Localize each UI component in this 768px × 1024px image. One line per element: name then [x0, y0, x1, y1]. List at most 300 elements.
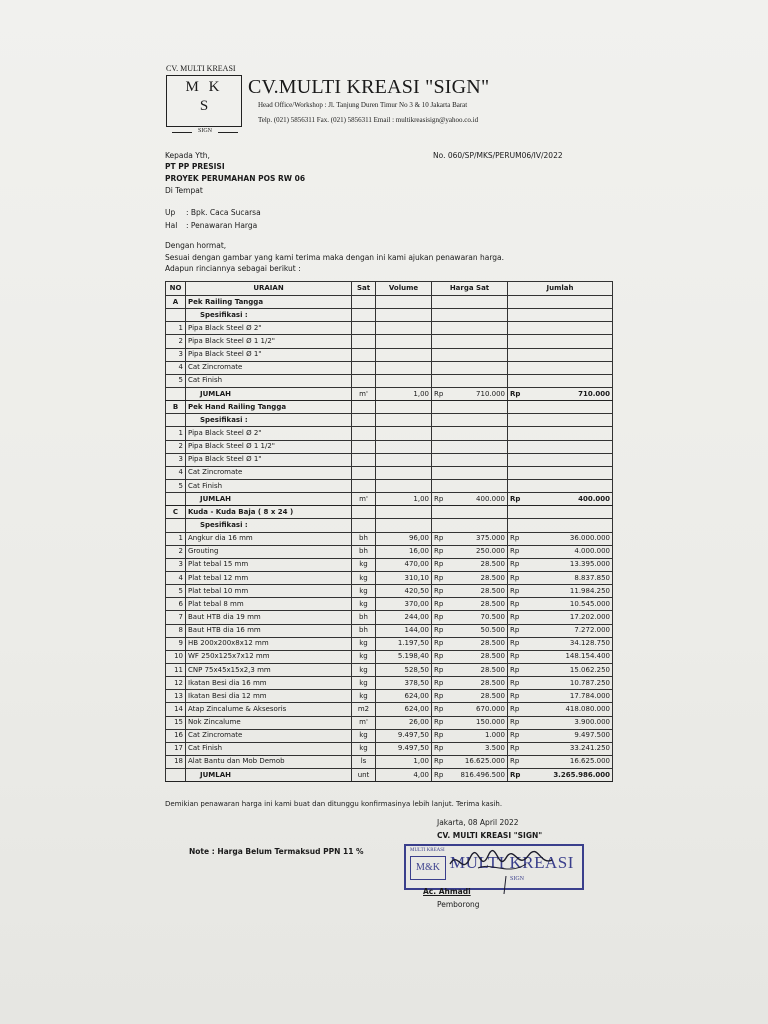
cell-jumlah — [508, 335, 613, 348]
header-sat: Sat — [352, 282, 376, 296]
cell-jumlah — [508, 296, 613, 309]
cell-volume: 4,00 — [376, 769, 432, 782]
price-value: 816.496.500 — [460, 770, 505, 779]
price-value: 70.500 — [480, 612, 505, 621]
cell-harga-sat — [432, 493, 508, 506]
cell-no: 2 — [166, 545, 186, 558]
cell-sat — [352, 414, 376, 427]
cell-uraian: Angkur dia 16 mm — [186, 532, 352, 545]
cell-jumlah — [508, 571, 613, 584]
currency-label: Rp — [434, 757, 444, 766]
amount-value: 17.202.000 — [569, 612, 610, 621]
table-row — [166, 335, 613, 348]
cell-uraian: Plat tebal 12 mm — [186, 571, 352, 584]
cell-no — [166, 769, 186, 782]
cell-jumlah — [508, 755, 613, 768]
cell-harga-sat — [432, 611, 508, 624]
cell-uraian: Ikatan Besi dia 12 mm — [186, 690, 352, 703]
cell-jumlah — [508, 650, 613, 663]
cell-uraian: Pipa Black Steel Ø 1 1/2" — [186, 440, 352, 453]
cell-volume: 624,00 — [376, 703, 432, 716]
cell-sat: kg — [352, 598, 376, 611]
cell-volume — [376, 296, 432, 309]
cell-harga-sat — [432, 519, 508, 532]
cell-harga-sat — [432, 545, 508, 558]
table-row — [166, 703, 613, 716]
cell-no — [166, 519, 186, 532]
amount-value: 15.062.250 — [569, 665, 610, 674]
table-row — [166, 361, 613, 374]
table-row — [166, 427, 613, 440]
stamp-name: MULTI KREASI — [450, 853, 574, 872]
cell-harga-sat — [432, 506, 508, 519]
cell-uraian: Cat Finish — [186, 742, 352, 755]
table-row — [166, 650, 613, 663]
cell-no: 16 — [166, 729, 186, 742]
cell-no: 11 — [166, 663, 186, 676]
cell-jumlah — [508, 742, 613, 755]
amount-value: 8.837.850 — [574, 573, 610, 582]
table-row — [166, 440, 613, 453]
stamp-small-text: MULTI KREASI — [410, 848, 445, 853]
cell-no: 4 — [166, 466, 186, 479]
cell-no: B — [166, 401, 186, 414]
currency-label: Rp — [510, 389, 521, 398]
currency-label: Rp — [510, 494, 521, 503]
cell-no: 2 — [166, 440, 186, 453]
cell-uraian: Pipa Black Steel Ø 1" — [186, 453, 352, 466]
cell-jumlah — [508, 401, 613, 414]
price-value: 1.000 — [484, 731, 505, 740]
cell-uraian: Atap Zincalume & Aksesoris — [186, 703, 352, 716]
currency-label: Rp — [510, 547, 520, 556]
cell-harga-sat — [432, 532, 508, 545]
currency-label: Rp — [434, 534, 444, 543]
cell-jumlah — [508, 506, 613, 519]
currency-label: Rp — [434, 389, 444, 398]
table-row — [166, 716, 613, 729]
currency-label: Rp — [434, 770, 444, 779]
table-row — [166, 519, 613, 532]
table-row — [166, 322, 613, 335]
cell-volume: 1.197,50 — [376, 637, 432, 650]
table-row — [166, 663, 613, 676]
amount-value: 16.625.000 — [569, 757, 610, 766]
table-row — [166, 742, 613, 755]
amount-value: 9.497.500 — [574, 731, 610, 740]
cell-harga-sat — [432, 479, 508, 492]
cell-no — [166, 387, 186, 400]
cell-no: 2 — [166, 335, 186, 348]
cell-sat: kg — [352, 677, 376, 690]
total-row — [166, 769, 613, 782]
cell-no: 4 — [166, 571, 186, 584]
cell-no — [166, 414, 186, 427]
cell-uraian: JUMLAH — [186, 387, 352, 400]
quotation-table — [165, 281, 613, 782]
cell-harga-sat — [432, 677, 508, 690]
currency-label: Rp — [434, 573, 444, 582]
cell-jumlah — [508, 414, 613, 427]
cell-no: 5 — [166, 374, 186, 387]
stamp-sign: SIGN — [510, 876, 525, 882]
cell-uraian: Spesifikasi : — [186, 519, 352, 532]
table-row — [166, 677, 613, 690]
header-no: NO — [166, 282, 186, 296]
table-row — [166, 558, 613, 571]
cell-uraian: Pipa Black Steel Ø 2" — [186, 322, 352, 335]
cell-harga-sat — [432, 585, 508, 598]
cell-uraian: JUMLAH — [186, 769, 352, 782]
cell-harga-sat — [432, 374, 508, 387]
table-row — [166, 309, 613, 322]
cell-uraian: HB 200x200x8x12 mm — [186, 637, 352, 650]
cell-sat: bh — [352, 545, 376, 558]
letterhead-small-name: CV. MULTI KREASI — [166, 64, 236, 73]
amount-value: 4.000.000 — [574, 547, 610, 556]
cell-harga-sat — [432, 309, 508, 322]
cell-jumlah — [508, 427, 613, 440]
currency-label: Rp — [434, 626, 444, 635]
cell-sat: kg — [352, 663, 376, 676]
cell-uraian: Plat tebal 15 mm — [186, 558, 352, 571]
cell-sat — [352, 479, 376, 492]
cell-harga-sat — [432, 650, 508, 663]
currency-label: Rp — [510, 704, 520, 713]
cell-volume: 26,00 — [376, 716, 432, 729]
cell-jumlah — [508, 637, 613, 650]
cell-volume: 624,00 — [376, 690, 432, 703]
cell-harga-sat — [432, 729, 508, 742]
cell-harga-sat — [432, 401, 508, 414]
currency-label: Rp — [434, 744, 444, 753]
cell-no: 17 — [166, 742, 186, 755]
cell-uraian: Pek Hand Railing Tangga — [186, 401, 352, 414]
kepada-label: Kepada Yth, — [165, 151, 210, 160]
cell-volume — [376, 466, 432, 479]
cell-volume: 16,00 — [376, 545, 432, 558]
price-value: 28.500 — [480, 665, 505, 674]
cell-volume — [376, 519, 432, 532]
currency-label: Rp — [434, 678, 444, 687]
table-row — [166, 414, 613, 427]
cell-volume: 1,00 — [376, 493, 432, 506]
cell-uraian: Pipa Black Steel Ø 1" — [186, 348, 352, 361]
cell-harga-sat — [432, 716, 508, 729]
cell-jumlah — [508, 493, 613, 506]
cell-harga-sat — [432, 453, 508, 466]
cell-no: 7 — [166, 611, 186, 624]
currency-label: Rp — [510, 691, 520, 700]
amount-value: 10.787.250 — [569, 678, 610, 687]
price-value: 28.500 — [480, 678, 505, 687]
cell-jumlah — [508, 348, 613, 361]
cell-jumlah — [508, 769, 613, 782]
currency-label: Rp — [434, 731, 444, 740]
cell-no: 8 — [166, 624, 186, 637]
cell-no: 4 — [166, 361, 186, 374]
amount-value: 13.395.000 — [569, 560, 610, 569]
logo-sign-text: SIGN — [170, 128, 240, 134]
cell-jumlah — [508, 598, 613, 611]
price-value: 3.500 — [484, 744, 505, 753]
cell-uraian: Cat Finish — [186, 374, 352, 387]
amount-value: 7.272.000 — [574, 626, 610, 635]
cell-harga-sat — [432, 690, 508, 703]
cell-sat: bh — [352, 624, 376, 637]
cell-no: 15 — [166, 716, 186, 729]
currency-label: Rp — [510, 560, 520, 569]
currency-label: Rp — [510, 770, 521, 779]
amount-value: 11.984.250 — [569, 586, 610, 595]
greeting: Dengan hormat, — [165, 241, 227, 250]
price-value: 28.500 — [480, 599, 505, 608]
stamp-logo: M&K — [410, 856, 446, 880]
cell-sat: m' — [352, 387, 376, 400]
cell-volume: 1,00 — [376, 387, 432, 400]
price-value: 50.500 — [480, 626, 505, 635]
table-row — [166, 532, 613, 545]
cell-no: 13 — [166, 690, 186, 703]
amount-value: 34.128.750 — [569, 639, 610, 648]
cell-volume — [376, 309, 432, 322]
cell-sat: kg — [352, 729, 376, 742]
section-row — [166, 506, 613, 519]
cell-sat: kg — [352, 650, 376, 663]
price-value: 28.500 — [480, 586, 505, 595]
cell-sat — [352, 453, 376, 466]
cell-jumlah — [508, 663, 613, 676]
cell-sat: kg — [352, 585, 376, 598]
cell-jumlah — [508, 703, 613, 716]
table-row — [166, 466, 613, 479]
table-row — [166, 729, 613, 742]
currency-label: Rp — [510, 744, 520, 753]
price-value: 28.500 — [480, 691, 505, 700]
currency-label: Rp — [510, 678, 520, 687]
cell-sat: bh — [352, 611, 376, 624]
cell-no — [166, 493, 186, 506]
price-value: 16.625.000 — [464, 757, 505, 766]
cell-volume: 1,00 — [376, 755, 432, 768]
cell-uraian: Cat Zincromate — [186, 361, 352, 374]
table-row — [166, 571, 613, 584]
price-value: 375.000 — [476, 534, 505, 543]
cell-uraian: Pipa Black Steel Ø 2" — [186, 427, 352, 440]
total-row — [166, 387, 613, 400]
cell-jumlah — [508, 545, 613, 558]
signer-name: Ac. Ahmadi — [423, 887, 471, 896]
currency-label: Rp — [510, 665, 520, 674]
cell-sat — [352, 348, 376, 361]
header-volume: Volume — [376, 282, 432, 296]
cell-harga-sat — [432, 624, 508, 637]
contact-info: Telp. (021) 5856311 Fax. (021) 5856311 Email : multikreasisign@yahoo.co.id — [258, 116, 479, 124]
cell-sat — [352, 374, 376, 387]
cell-sat: m' — [352, 716, 376, 729]
cell-harga-sat — [432, 769, 508, 782]
cell-harga-sat — [432, 414, 508, 427]
cell-no: C — [166, 506, 186, 519]
table-row — [166, 585, 613, 598]
currency-label: Rp — [510, 731, 520, 740]
total-row — [166, 493, 613, 506]
cell-uraian: Plat tebal 10 mm — [186, 585, 352, 598]
amount-value: 400.000 — [578, 494, 610, 503]
section-row — [166, 296, 613, 309]
cell-uraian: Grouting — [186, 545, 352, 558]
cell-uraian: Ikatan Besi dia 16 mm — [186, 677, 352, 690]
cell-no: 14 — [166, 703, 186, 716]
cell-jumlah — [508, 479, 613, 492]
cell-harga-sat — [432, 296, 508, 309]
cell-jumlah — [508, 677, 613, 690]
currency-label: Rp — [510, 626, 520, 635]
cell-jumlah — [508, 453, 613, 466]
cell-harga-sat — [432, 558, 508, 571]
currency-label: Rp — [510, 757, 520, 766]
cell-uraian: Pipa Black Steel Ø 1 1/2" — [186, 335, 352, 348]
cell-harga-sat — [432, 571, 508, 584]
cell-volume: 378,50 — [376, 677, 432, 690]
section-row — [166, 401, 613, 414]
cell-harga-sat — [432, 361, 508, 374]
cell-uraian: Cat Finish — [186, 479, 352, 492]
cell-sat — [352, 506, 376, 519]
cell-sat — [352, 519, 376, 532]
cell-volume: 244,00 — [376, 611, 432, 624]
cell-jumlah — [508, 374, 613, 387]
cell-volume: 470,00 — [376, 558, 432, 571]
cell-sat: kg — [352, 690, 376, 703]
cell-no: A — [166, 296, 186, 309]
cell-sat: kg — [352, 742, 376, 755]
cell-uraian: Cat Zincromate — [186, 729, 352, 742]
currency-label: Rp — [434, 652, 444, 661]
cell-harga-sat — [432, 322, 508, 335]
cell-volume: 96,00 — [376, 532, 432, 545]
cell-sat: kg — [352, 571, 376, 584]
cell-volume: 5.198,40 — [376, 650, 432, 663]
price-value: 400.000 — [476, 494, 505, 503]
price-value: 150.000 — [476, 718, 505, 727]
amount-value: 17.784.000 — [569, 691, 610, 700]
currency-label: Rp — [434, 586, 444, 595]
table-row — [166, 690, 613, 703]
cell-jumlah — [508, 361, 613, 374]
intro-line-2: Adapun rinciannya sebagai berikut : — [165, 264, 301, 273]
price-value: 28.500 — [480, 639, 505, 648]
amount-value: 10.545.000 — [569, 599, 610, 608]
amount-value: 148.154.400 — [565, 652, 610, 661]
hal-value: : Penawaran Harga — [186, 221, 258, 230]
cell-volume: 9.497,50 — [376, 742, 432, 755]
cell-jumlah — [508, 309, 613, 322]
currency-label: Rp — [434, 612, 444, 621]
currency-label: Rp — [434, 718, 444, 727]
table-row — [166, 637, 613, 650]
cell-uraian: Nok Zincalume — [186, 716, 352, 729]
header-jumlah: Jumlah — [508, 282, 613, 296]
currency-label: Rp — [510, 586, 520, 595]
currency-label: Rp — [510, 534, 520, 543]
cell-volume — [376, 506, 432, 519]
cell-harga-sat — [432, 703, 508, 716]
cell-sat — [352, 401, 376, 414]
header-uraian: URAIAN — [186, 282, 352, 296]
cell-harga-sat — [432, 427, 508, 440]
cell-volume — [376, 479, 432, 492]
letter-number: No. 060/SP/MKS/PERUM06/IV/2022 — [433, 151, 563, 160]
place-date: Jakarta, 08 April 2022 — [437, 818, 519, 827]
cell-sat: m2 — [352, 703, 376, 716]
logo-line-1: M K — [185, 79, 223, 95]
cell-uraian: Baut HTB dia 16 mm — [186, 624, 352, 637]
cell-uraian: WF 250x125x7x12 mm — [186, 650, 352, 663]
cell-uraian: Spesifikasi : — [186, 309, 352, 322]
cell-uraian: Baut HTB dia 19 mm — [186, 611, 352, 624]
cell-sat — [352, 440, 376, 453]
recipient-company: PT PP PRESISI — [165, 162, 225, 171]
up-label: Up — [165, 208, 176, 217]
recipient-project: PROYEK PERUMAHAN POS RW 06 — [165, 174, 306, 183]
cell-jumlah — [508, 322, 613, 335]
currency-label: Rp — [510, 612, 520, 621]
cell-sat — [352, 466, 376, 479]
cell-volume — [376, 361, 432, 374]
cell-sat — [352, 335, 376, 348]
table-row — [166, 374, 613, 387]
cell-sat — [352, 309, 376, 322]
cell-no: 3 — [166, 453, 186, 466]
cell-uraian: JUMLAH — [186, 493, 352, 506]
currency-label: Rp — [434, 704, 444, 713]
cell-jumlah — [508, 532, 613, 545]
cell-sat: kg — [352, 558, 376, 571]
currency-label: Rp — [510, 639, 520, 648]
cell-uraian: Spesifikasi : — [186, 414, 352, 427]
cell-uraian: Kuda - Kuda Baja ( 8 x 24 ) — [186, 506, 352, 519]
currency-label: Rp — [510, 718, 520, 727]
cell-jumlah — [508, 729, 613, 742]
cell-jumlah — [508, 387, 613, 400]
cell-sat: kg — [352, 637, 376, 650]
cell-no: 1 — [166, 322, 186, 335]
cell-volume — [376, 348, 432, 361]
cell-jumlah — [508, 440, 613, 453]
head-office-address: Head Office/Workshop : Jl. Tanjung Duren Timur No 3 & 10 Jakarta Barat — [258, 101, 468, 109]
company-name: CV.MULTI KREASI "SIGN" — [248, 76, 490, 98]
cell-no: 1 — [166, 532, 186, 545]
cell-sat — [352, 427, 376, 440]
amount-value: 710.000 — [578, 389, 610, 398]
currency-label: Rp — [510, 652, 520, 661]
cell-harga-sat — [432, 387, 508, 400]
currency-label: Rp — [434, 639, 444, 648]
logo-line-2: S — [199, 98, 209, 114]
cell-no: 3 — [166, 558, 186, 571]
signer-role: Pemborong — [437, 900, 480, 909]
cell-volume — [376, 453, 432, 466]
cell-jumlah — [508, 558, 613, 571]
cell-jumlah — [508, 716, 613, 729]
currency-label: Rp — [434, 665, 444, 674]
currency-label: Rp — [434, 599, 444, 608]
price-value: 250.000 — [476, 547, 505, 556]
cell-harga-sat — [432, 742, 508, 755]
amount-value: 3.900.000 — [574, 718, 610, 727]
header-harga-sat: Harga Sat — [432, 282, 508, 296]
